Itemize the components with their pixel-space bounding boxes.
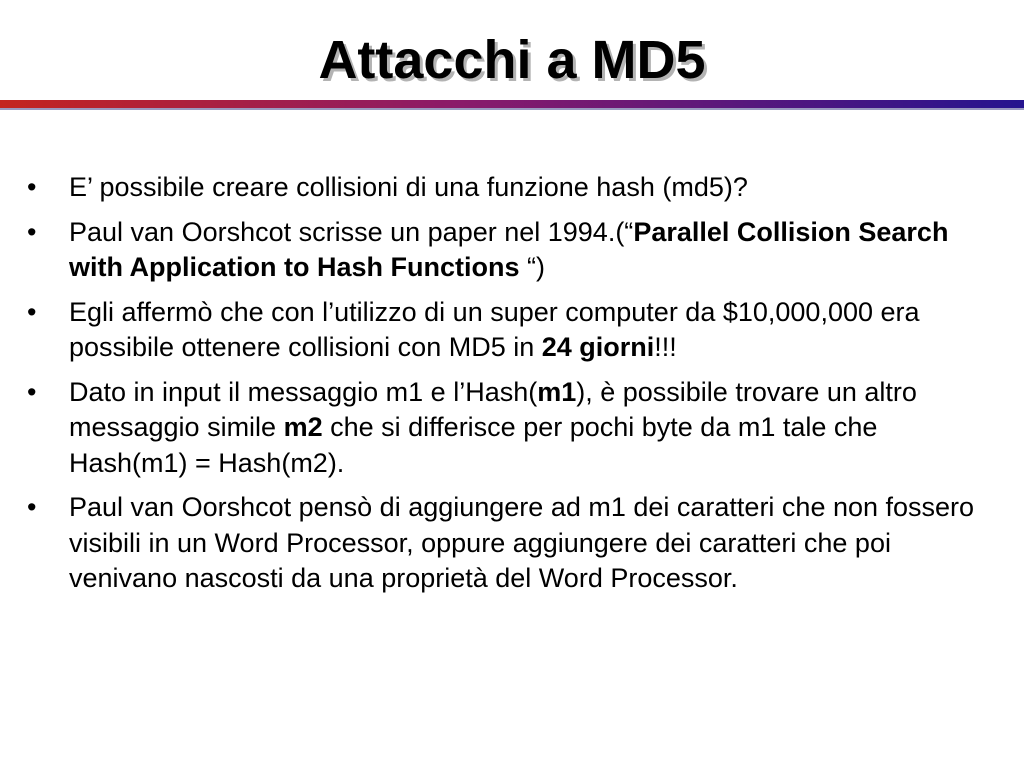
bullet-text: E’ possibile creare collisioni di una funzione hash (md5)?	[69, 172, 748, 202]
bullet-text: Egli affermò che con l’utilizzo di un super computer da $10,000,000 era possibile ottenere collisioni con MD5 in	[69, 296, 920, 362]
bullet-dot-icon: •	[27, 376, 37, 407]
slide-title: Attacchi a MD5	[318, 30, 706, 90]
bullet-text: Paul van Oorshcot pensò di aggiungere ad m1 dei caratteri che non fossero visibili in un Word Processor, oppure aggiungere dei caratteri che poi venivano nascosti da una proprietà del Word Processor.	[69, 492, 975, 593]
bullet-item	[27, 490, 987, 597]
emphasis-m2: m2	[283, 412, 323, 442]
bullet-dot-icon: •	[27, 216, 37, 247]
bullet-text: che si differisce per pochi byte da m1 tale che Hash(m1) = Hash(m2).	[69, 412, 878, 478]
bullet-text: Dato in input il messaggio m1 e l’Hash(	[69, 376, 538, 407]
bullet-item	[27, 375, 987, 482]
bullet-text: Paul van Oorshcot scrisse un paper nel 1994.(“	[69, 216, 634, 247]
emphasis-days: 24 giorni	[541, 332, 655, 362]
emphasis-m1: m1	[537, 376, 577, 407]
bullet-list	[27, 170, 987, 606]
bullet-item	[27, 170, 987, 206]
bullet-dot-icon: •	[27, 172, 37, 202]
title-divider	[0, 100, 1024, 108]
bullet-text: ), è possibile trovare un altro messaggio simile	[69, 376, 917, 442]
bullet-text: !!!	[654, 332, 677, 362]
bullet-dot-icon: •	[27, 296, 37, 327]
bullet-item	[27, 215, 987, 286]
bullet-text: “)	[519, 252, 545, 282]
bullet-dot-icon: •	[27, 492, 37, 522]
bullet-item	[27, 295, 987, 366]
paper-title: Parallel Collision Search with Application to Hash Functions	[69, 216, 949, 282]
